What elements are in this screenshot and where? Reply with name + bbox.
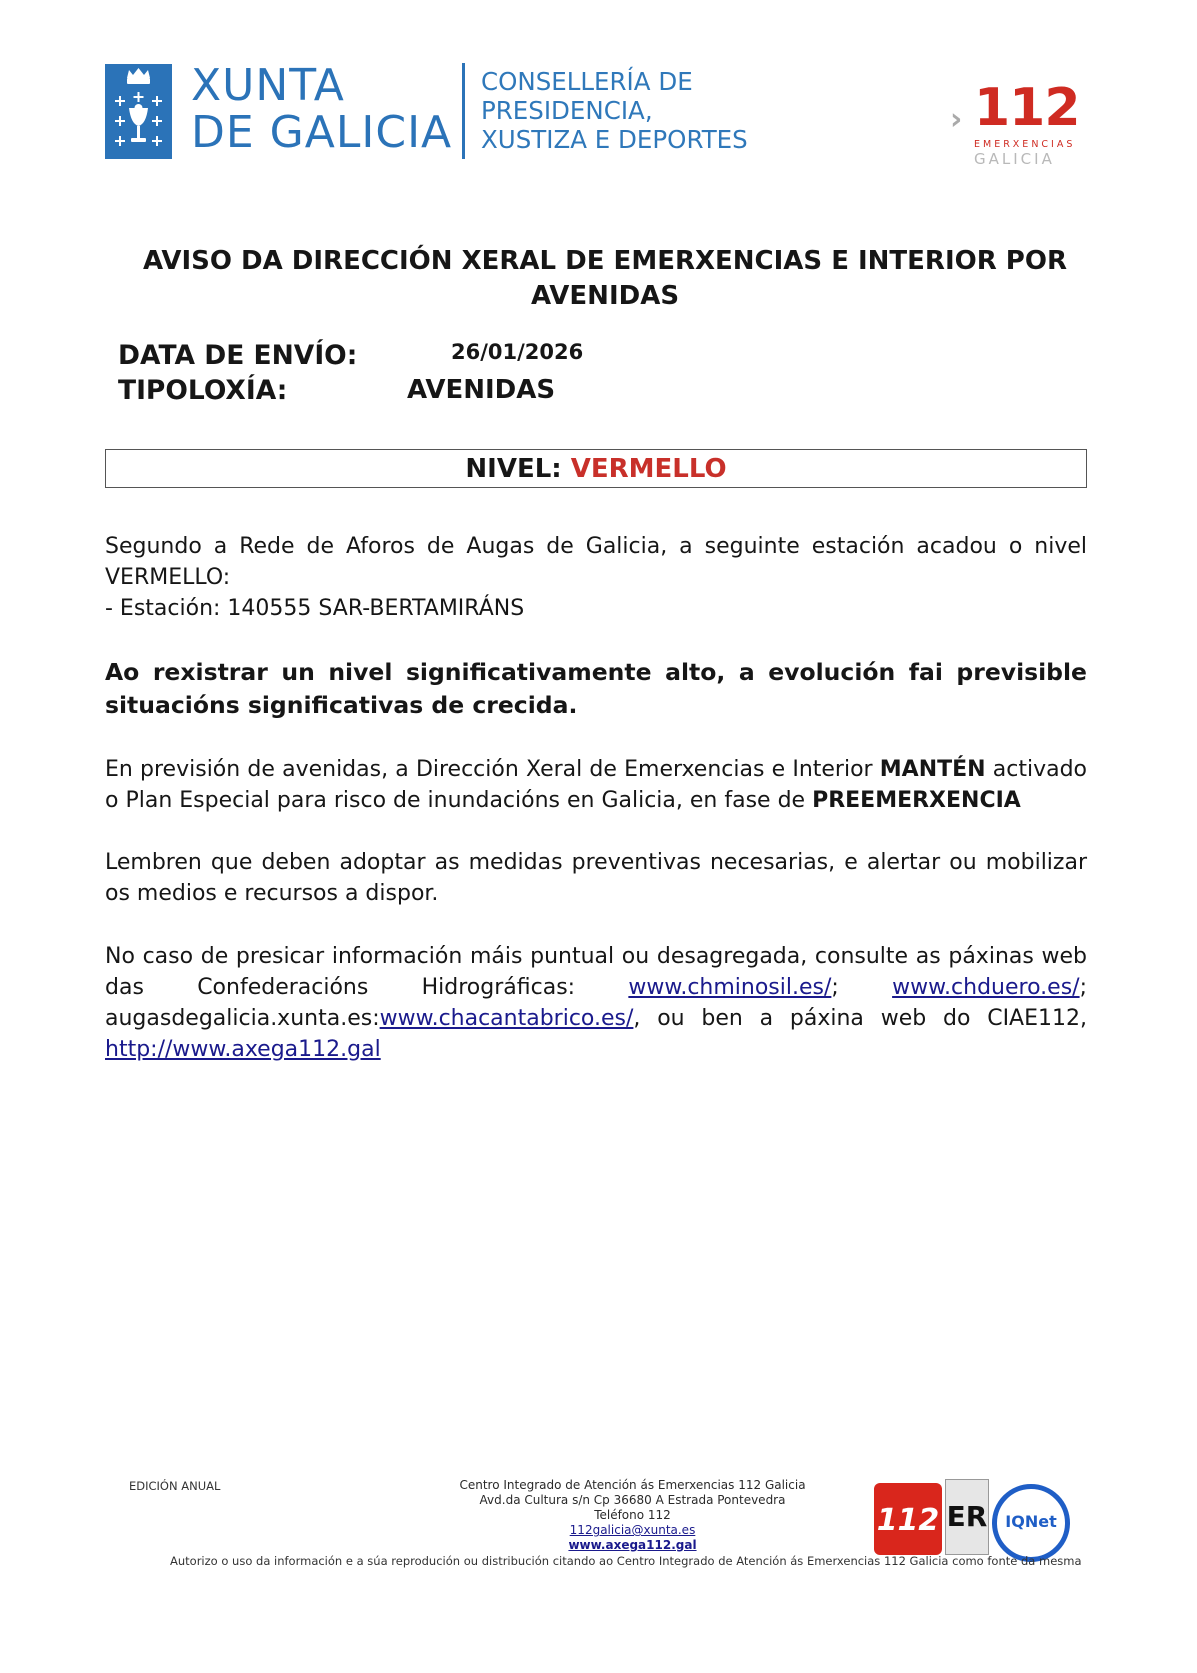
links-text-c: ; augasdegalicia.xunta.es: xyxy=(105,975,1087,1031)
link-axega112[interactable]: http://www.axega112.gal xyxy=(105,1037,381,1062)
document-title xyxy=(105,244,1105,314)
dept-line2: PRESIDENCIA, xyxy=(481,96,653,125)
plan-text-c: activado o Plan Especial para risco de inundacións en Galicia, en fase de xyxy=(105,757,1087,813)
links-text-a: No caso de presicar información máis puntual ou desagregada, consulte as páxinas web das Confederacións Hidrográficas: xyxy=(105,944,1087,1000)
plan-text-bold-b: PREEMERXENCIA xyxy=(812,788,1021,813)
measures-paragraph: Lembren que deben adoptar as medidas preventivas necesarias, e alertar ou mobilizar os medios e recursos a dispor. xyxy=(105,850,1087,906)
level-box xyxy=(105,449,1087,488)
header-divider xyxy=(462,63,465,159)
department-name xyxy=(481,67,748,154)
title-line1: AVISO DA DIRECCIÓN XERAL DE EMERXENCIAS E INTERIOR POR xyxy=(143,246,1067,276)
centre-line1: Centro Integrado de Atención ás Emerxencias 112 Galicia xyxy=(459,1478,806,1492)
level-value: VERMELLO xyxy=(570,454,727,484)
emergencias-112-logo xyxy=(950,78,1100,168)
plan-text-bold-a: MANTÉN xyxy=(879,757,986,782)
centre-line3: Teléfono 112 xyxy=(594,1508,671,1522)
type-value: AVENIDAS xyxy=(407,375,556,405)
station-intro: Segundo a Rede de Aforos de Augas de Galicia, a seguinte estación acadou o nivel VERMELLO: xyxy=(105,534,1087,590)
date-label: DATA DE ENVÍO: xyxy=(118,340,358,371)
dept-line3: XUSTIZA E DEPORTES xyxy=(481,125,748,154)
xunta-emblem-logo xyxy=(105,64,172,159)
station-line: - Estación: 140555 SAR-BERTAMIRÁNS xyxy=(105,596,525,621)
station-paragraph xyxy=(105,531,1087,624)
badge-112-number: 112 xyxy=(876,1503,940,1538)
date-value: 26/01/2026 xyxy=(451,340,584,364)
chevron-right-icon: › xyxy=(950,102,963,137)
links-text-b: ; xyxy=(831,975,893,1000)
link-chacantabrico[interactable]: www.chacantabrico.es/ xyxy=(379,1006,634,1031)
xunta-wordmark xyxy=(191,62,452,156)
logo-112-number: 112 xyxy=(974,78,1080,138)
centre-web-link[interactable]: www.axega112.gal xyxy=(568,1538,697,1552)
quality-112-badge xyxy=(874,1483,942,1555)
badge-er-mark: ER xyxy=(946,1500,988,1533)
link-chduero[interactable]: www.chduero.es/ xyxy=(892,975,1080,1000)
plan-text-a: En previsión de avenidas, a Dirección Xeral de Emerxencias e Interior xyxy=(105,757,880,782)
org-name-line2: DE GALICIA xyxy=(191,107,453,158)
warning-paragraph: Ao rexistrar un nivel significativamente alto, a evolución fai previsible situacións significativas de crecida. xyxy=(105,658,1087,719)
links-paragraph xyxy=(105,941,1087,1065)
org-name-line1: XUNTA xyxy=(191,60,345,111)
logo-112-sub1: EMERXENCIAS xyxy=(974,139,1076,150)
edition-label: EDICIÓN ANUAL xyxy=(129,1479,221,1493)
dept-line1: CONSELLERÍA DE xyxy=(481,67,693,96)
links-text-d: , ou ben a páxina web do CIAE112, xyxy=(633,1006,1087,1031)
iqnet-badge xyxy=(992,1484,1070,1562)
centre-email-link[interactable]: 112galicia@xunta.es xyxy=(569,1523,696,1537)
centre-line2: Avd.da Cultura s/n Cp 36680 A Estrada Pontevedra xyxy=(479,1493,786,1507)
title-line2: AVENIDAS xyxy=(530,281,680,311)
type-label: TIPOLOXÍA: xyxy=(118,375,288,406)
logo-112-sub2: GALICIA xyxy=(974,150,1055,168)
aenor-er-badge xyxy=(945,1479,989,1555)
level-label: NIVEL: xyxy=(465,454,571,484)
centre-address xyxy=(445,1478,820,1553)
authorization-note: Autorizo o uso da información e a súa reprodución ou distribución citando ao Centro Integrado de Atención ás Emerxencias 112 Galicia como fonte da mesma xyxy=(170,1554,1082,1568)
badge-iqnet-mark: IQNet xyxy=(1005,1512,1057,1531)
plan-paragraph xyxy=(105,754,1087,816)
link-chminosil[interactable]: www.chminosil.es/ xyxy=(628,975,832,1000)
